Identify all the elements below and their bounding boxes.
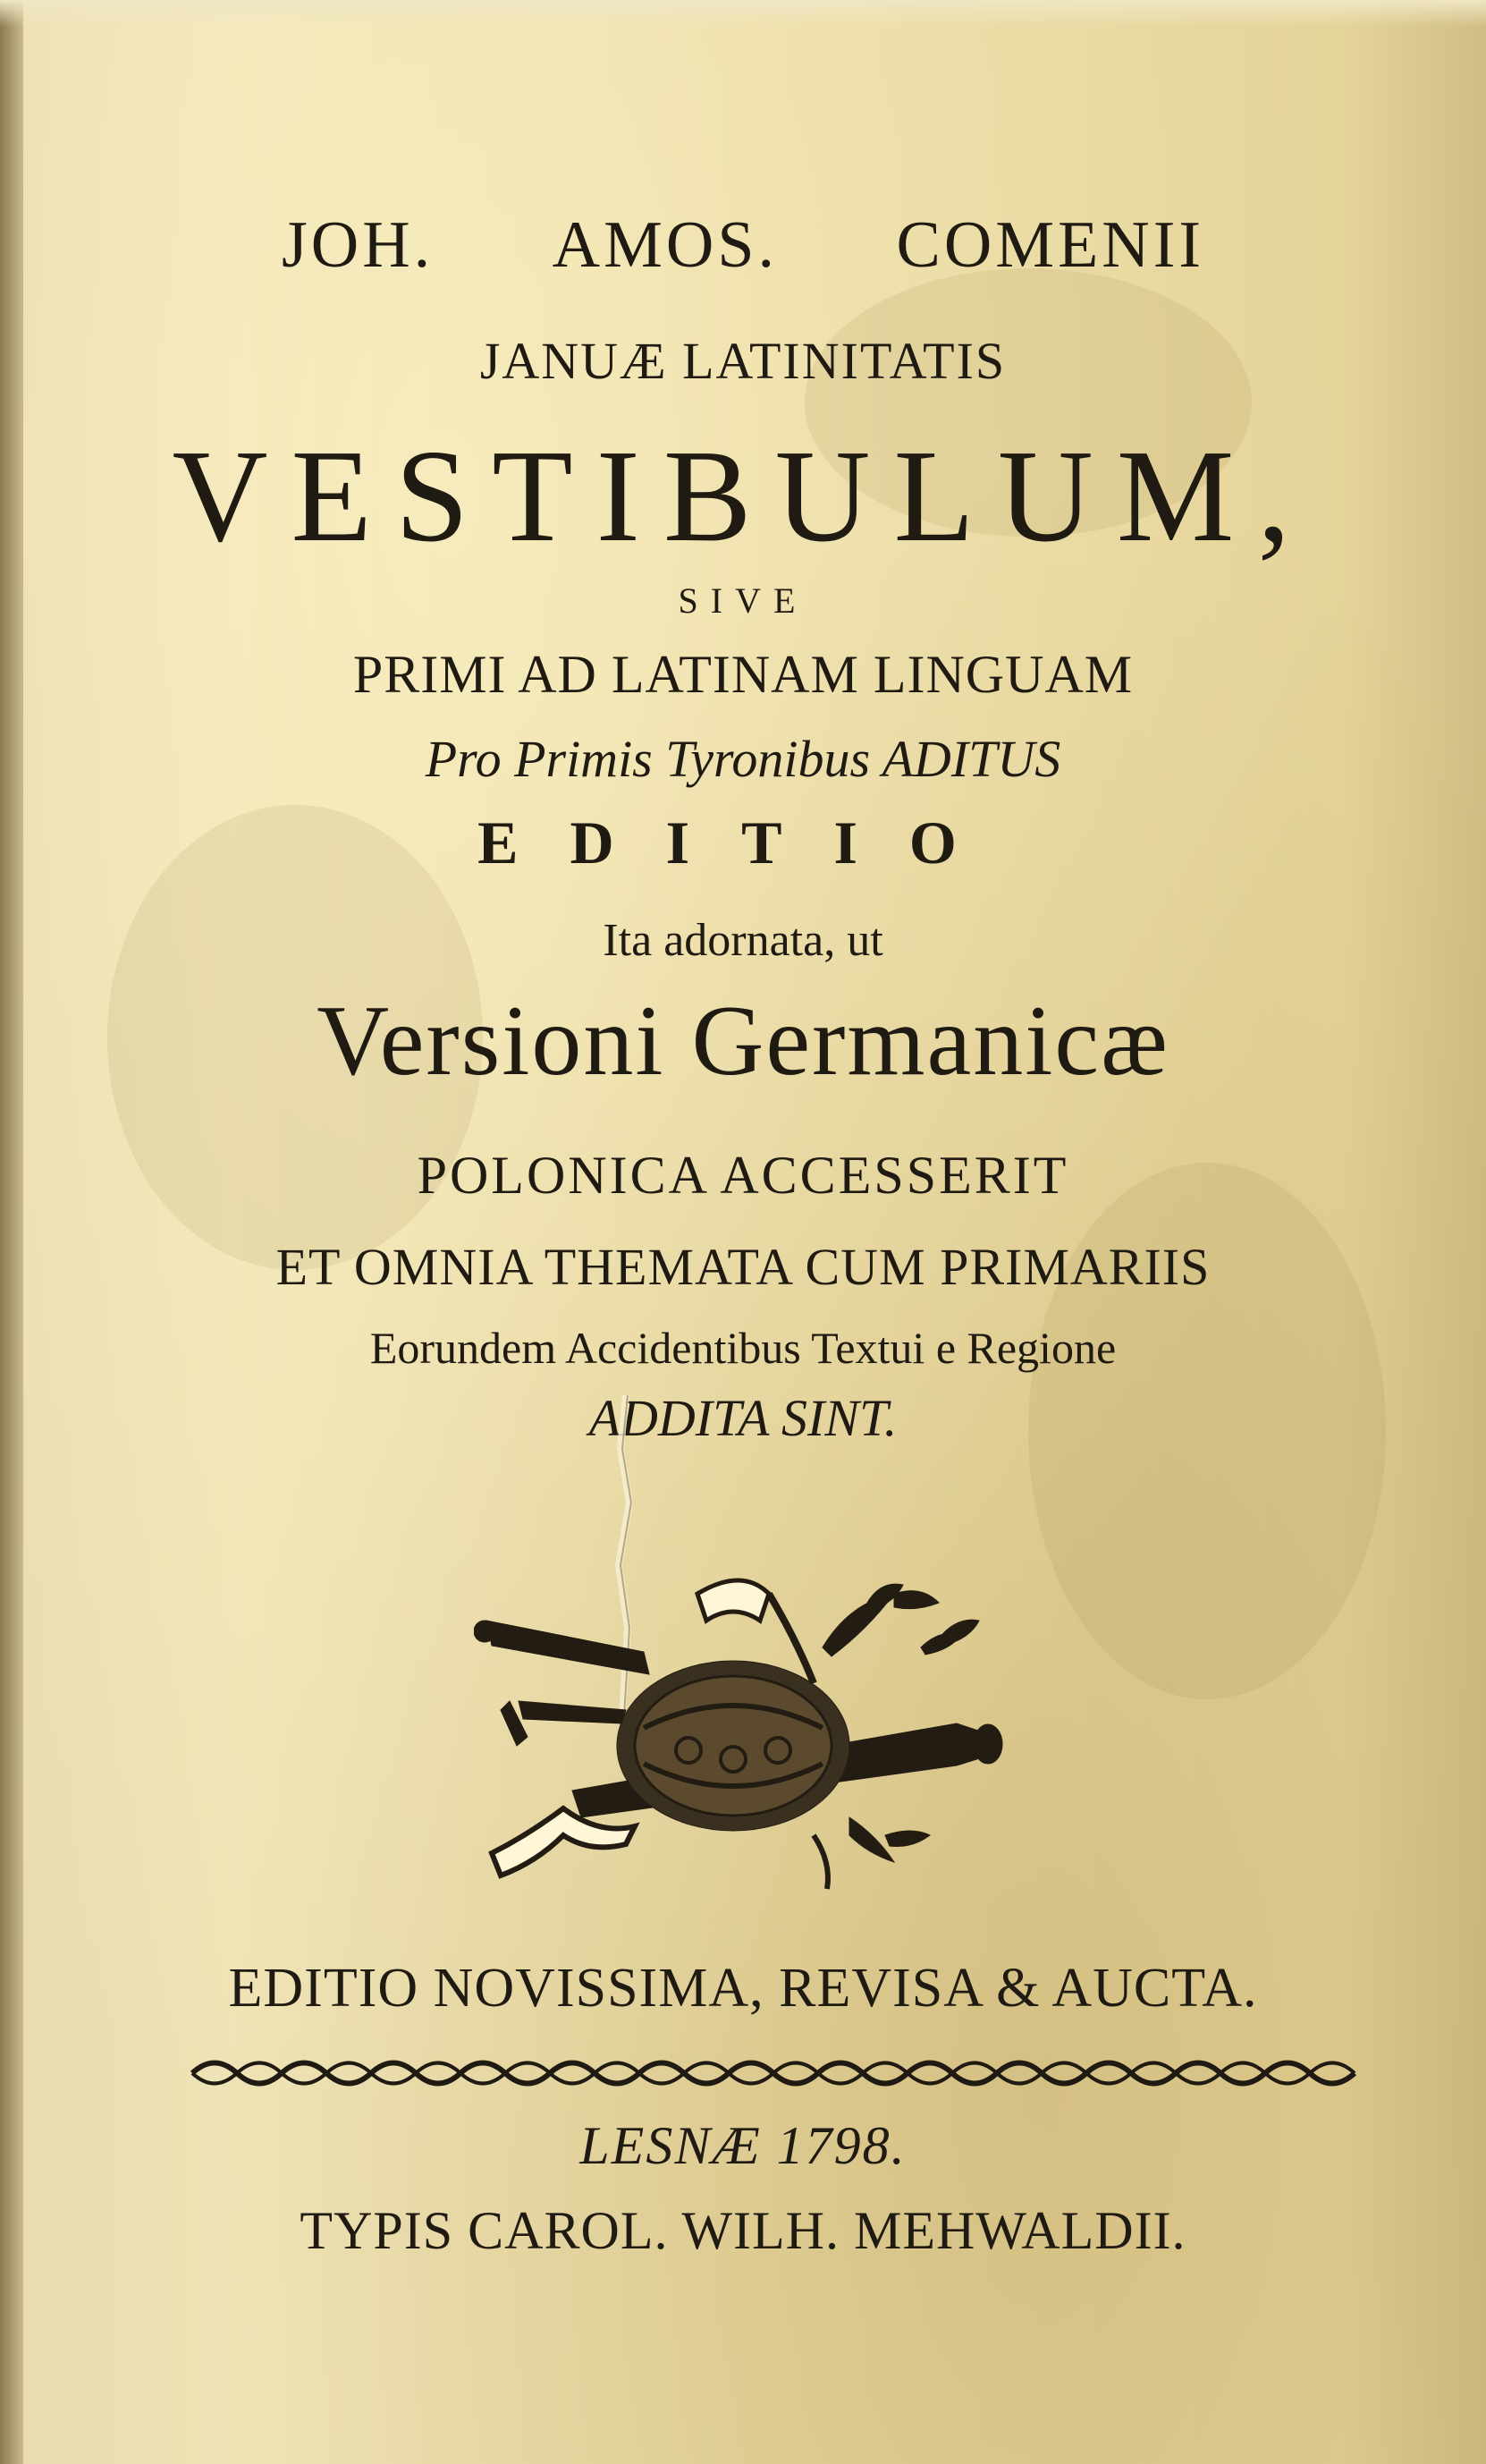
author-part: JOH.: [281, 208, 435, 282]
pro-primis-line: Pro Primis Tyronibus ADITUS: [425, 730, 1061, 788]
author-part: AMOS.: [552, 208, 778, 282]
editio-line: EDITIO: [477, 809, 1009, 876]
primi-line: PRIMI AD LATINAM LINGUAM: [352, 645, 1134, 704]
woodcut-ornament-icon: [474, 1567, 1064, 1898]
rope-rule-divider: [183, 2053, 1372, 2094]
author-part: COMENII: [896, 208, 1205, 282]
ita-adornata-line: Ita adornata, ut: [603, 915, 883, 966]
author-line: [0, 207, 1486, 284]
eorundem-line: Eorundem Accidentibus Textui e Regione: [369, 1323, 1117, 1373]
versioni-line: Versioni Germanicæ: [317, 986, 1169, 1097]
main-title: VESTIBULUM,: [172, 423, 1314, 570]
janua-line: JANUÆ LATINITATIS: [479, 332, 1007, 390]
edition-note: EDITIO NOVISSIMA, REVISA & AUCTA.: [228, 1958, 1258, 2019]
omnia-line: ET OMNIA THEMATA CUM PRIMARIIS: [275, 1238, 1211, 1296]
printer-line: TYPIS CAROL. WILH. MEHWALDII.: [300, 2201, 1186, 2260]
place-year: LESNÆ 1798.: [579, 2116, 907, 2175]
addita-line: ADDITA SINT.: [588, 1389, 898, 1447]
page-top-edge: [0, 0, 1486, 27]
polonica-line: POLONICA ACCESSERIT: [417, 1146, 1069, 1205]
sive-line: SIVE: [678, 580, 808, 621]
